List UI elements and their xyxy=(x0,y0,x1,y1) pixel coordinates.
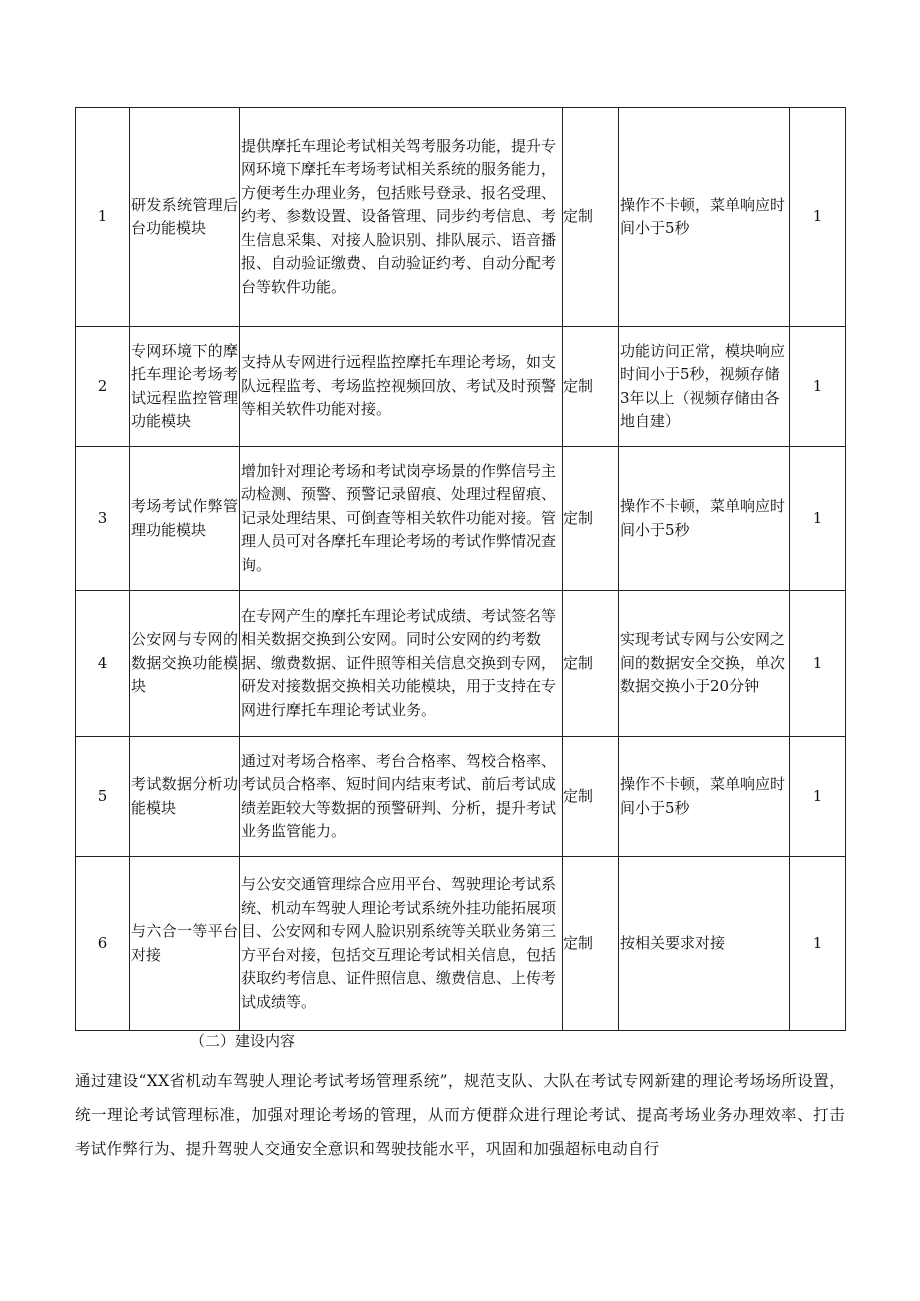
module-name: 公安网与专网的数据交换功能模块 xyxy=(130,591,240,737)
table-row xyxy=(76,591,846,737)
module-description: 支持从专网进行远程监控摩托车理论考场，如支队远程监考、考场监控视频回放、考试及时预警等相关软件功能对接。 xyxy=(240,327,563,447)
module-requirement: 实现考试专网与公安网之间的数据安全交换，单次数据交换小于20分钟 xyxy=(619,591,790,737)
table-row xyxy=(76,108,846,327)
row-number: 1 xyxy=(76,108,130,327)
module-type: 定制 xyxy=(563,591,619,737)
row-number: 6 xyxy=(76,857,130,1031)
module-requirement: 操作不卡顿，菜单响应时间小于5秒 xyxy=(619,447,790,591)
module-type: 定制 xyxy=(563,737,619,857)
module-description: 通过对考场合格率、考台合格率、驾校合格率、考试员合格率、短时间内结束考试、前后考试成绩差距较大等数据的预警研判、分析，提升考试业务监管能力。 xyxy=(240,737,563,857)
module-description: 在专网产生的摩托车理论考试成绩、考试签名等相关数据交换到公安网。同时公安网的约考数据、缴费数据、证件照等相关信息交换到专网，研发对接数据交换相关功能模块，用于支持在专网进行摩托车理论考试业务。 xyxy=(240,591,563,737)
module-requirement: 操作不卡顿，菜单响应时间小于5秒 xyxy=(619,737,790,857)
table-row xyxy=(76,857,846,1031)
row-number: 4 xyxy=(76,591,130,737)
body-paragraph: 通过建设“XX省机动车驾驶人理论考试考场管理系统”，规范支队、大队在考试专网新建的理论考场场所设置，统一理论考试管理标准，加强对理论考场的管理，从而方便群众进行理论考试、提高考场业务办理效率、打击考试作弊行为、提升驾驶人交通安全意识和驾驶技能水平，巩固和加强超标电动自行 xyxy=(75,1072,845,1158)
module-type: 定制 xyxy=(563,108,619,327)
module-name: 考场考试作弊管理功能模块 xyxy=(130,447,240,591)
module-requirement: 按相关要求对接 xyxy=(619,857,790,1031)
requirements-table xyxy=(75,107,846,1031)
module-quantity: 1 xyxy=(790,447,846,591)
module-quantity: 1 xyxy=(790,857,846,1031)
module-type: 定制 xyxy=(563,447,619,591)
table-row xyxy=(76,737,846,857)
table-row xyxy=(76,327,846,447)
module-name: 与六合一等平台对接 xyxy=(130,857,240,1031)
module-quantity: 1 xyxy=(790,591,846,737)
module-description: 与公安交通管理综合应用平台、驾驶理论考试系统、机动车驾驶人理论考试系统外挂功能拓展项目、公安网和专网人脸识别系统等关联业务第三方平台对接，包括交互理论考试相关信息，包括获取约考信息、证件照信息、缴费信息、上传考试成绩等。 xyxy=(240,857,563,1031)
module-description: 提供摩托车理论考试相关驾考服务功能，提升专网环境下摩托车考场考试相关系统的服务能力，方便考生办理业务，包括账号登录、报名受理、约考、参数设置、设备管理、同步约考信息、考生信息采集、对接人脸识别、排队展示、语音播报、自动验证缴费、自动验证约考、自动分配考台等软件功能。 xyxy=(240,108,563,327)
module-quantity: 1 xyxy=(790,108,846,327)
row-number: 2 xyxy=(76,327,130,447)
module-name: 考试数据分析功能模块 xyxy=(130,737,240,857)
module-quantity: 1 xyxy=(790,737,846,857)
module-description: 增加针对理论考场和考试岗亭场景的作弊信号主动检测、预警、预警记录留痕、处理过程留痕、记录处理结果、可倒查等相关软件功能对接。管理人员可对各摩托车理论考场的考试作弊情况查询。 xyxy=(240,447,563,591)
module-name: 研发系统管理后台功能模块 xyxy=(130,108,240,327)
module-type: 定制 xyxy=(563,857,619,1031)
section-heading: （二）建设内容 xyxy=(190,1032,296,1050)
module-type: 定制 xyxy=(563,327,619,447)
table-row xyxy=(76,447,846,591)
module-quantity: 1 xyxy=(790,327,846,447)
row-number: 3 xyxy=(76,447,130,591)
module-name: 专网环境下的摩托车理论考场考试远程监控管理功能模块 xyxy=(130,327,240,447)
module-requirement: 操作不卡顿，菜单响应时间小于5秒 xyxy=(619,108,790,327)
row-number: 5 xyxy=(76,737,130,857)
module-requirement: 功能访问正常，模块响应时间小于5秒，视频存储3年以上（视频存储由各地自建） xyxy=(619,327,790,447)
